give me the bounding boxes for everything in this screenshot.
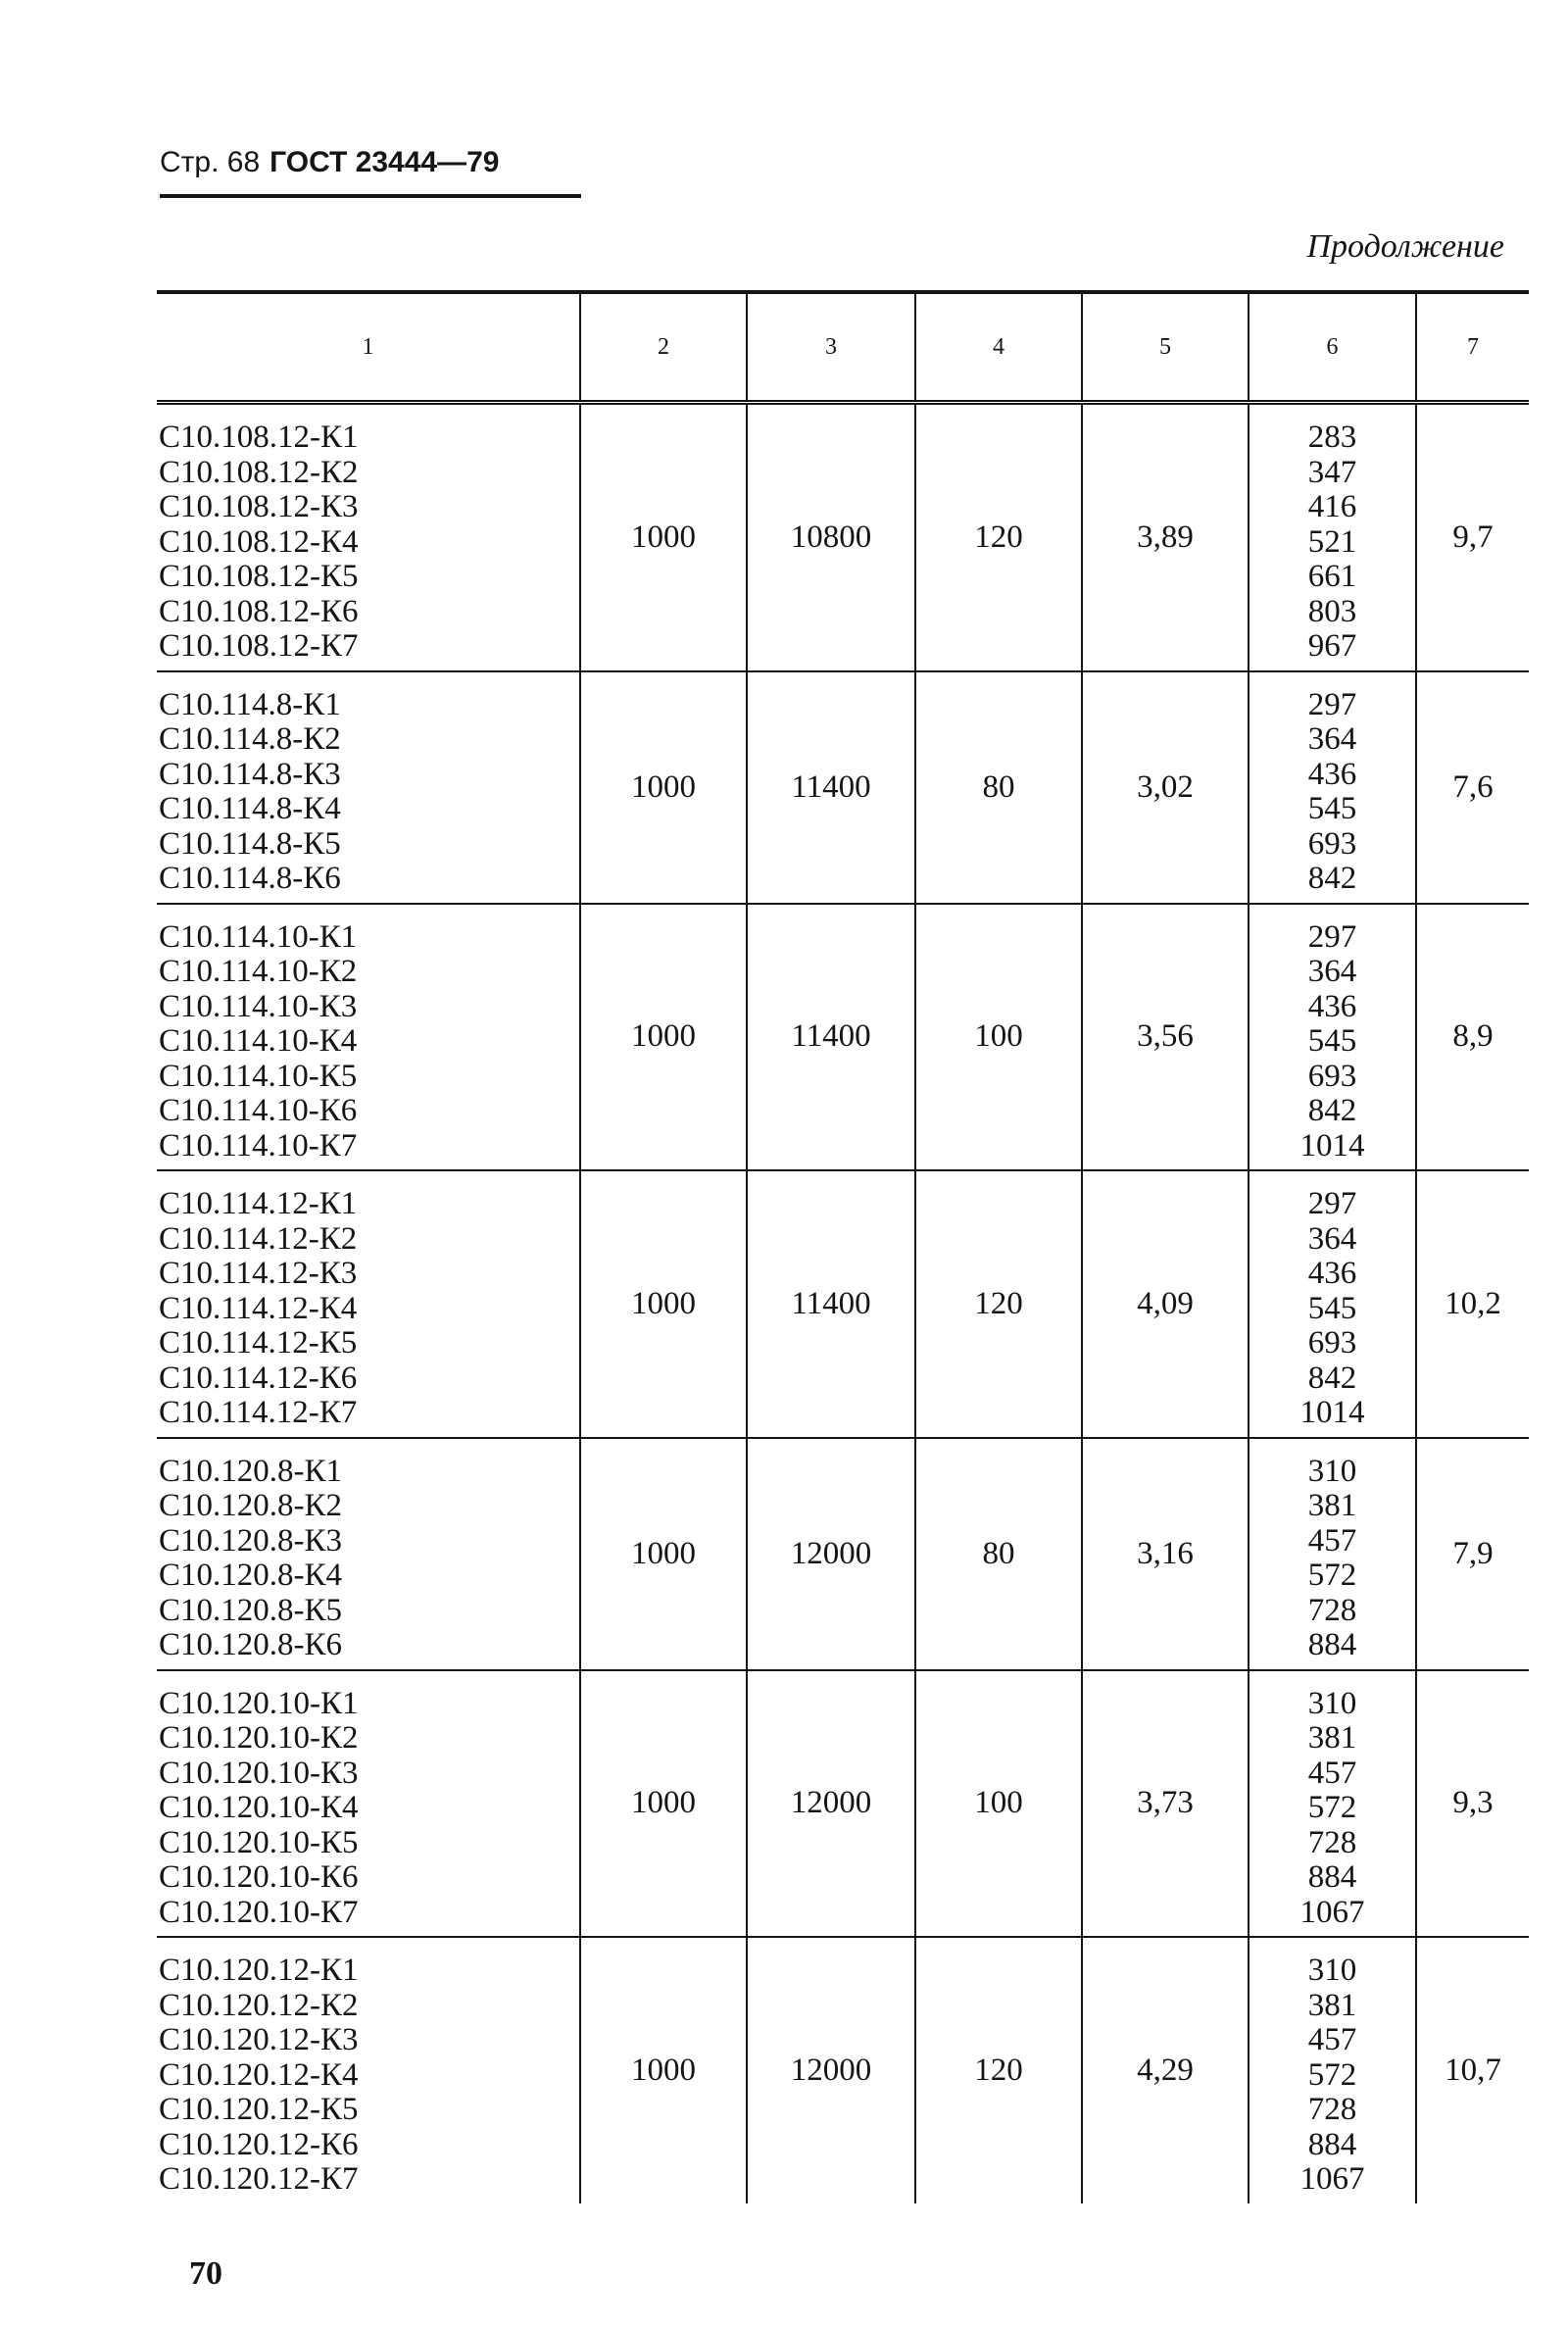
- value-cell-c3: 12000: [747, 1438, 915, 1670]
- list-value: 416: [1307, 489, 1357, 524]
- value-list-cell: [1249, 1170, 1416, 1438]
- value-cell-c7: 10,7: [1416, 1937, 1529, 2203]
- list-value: 310: [1307, 1953, 1357, 1988]
- column-header: 1: [157, 292, 580, 403]
- value-cell-c2: 1000: [580, 1438, 747, 1670]
- grade-designation: С10.114.12-К6: [159, 1360, 358, 1396]
- grade-designation: С10.114.10-К5: [159, 1058, 358, 1094]
- list-value: 545: [1307, 1023, 1357, 1059]
- list-value: 884: [1307, 1627, 1357, 1662]
- list-value: 297: [1307, 1186, 1357, 1221]
- value-list-cell: [1249, 403, 1416, 671]
- grade-designation: С10.108.12-К5: [159, 559, 359, 594]
- grade-cell: [157, 1170, 580, 1438]
- grade-designation: С10.114.10-К7: [159, 1127, 358, 1163]
- grade-designation: С10.114.10-К3: [159, 988, 358, 1024]
- spec-table-wrapper: [157, 290, 1529, 2203]
- value-list-cell: [1249, 904, 1416, 1171]
- grade-designation: С10.120.10-К7: [159, 1894, 359, 1930]
- grade-designation: С10.120.8-К4: [159, 1558, 343, 1593]
- table-row: [157, 403, 1529, 671]
- grade-designation: С10.120.12-К5: [159, 2092, 359, 2127]
- grade-designation: С10.120.12-К4: [159, 2056, 359, 2093]
- page-label: Стр. 68: [160, 146, 261, 178]
- grade-designation: С10.120.8-К3: [159, 1522, 343, 1559]
- value-cell-c5: 3,89: [1082, 403, 1249, 671]
- grade-designation: С10.120.8-К2: [159, 1488, 343, 1523]
- list-value: 842: [1307, 1360, 1357, 1396]
- list-value: 545: [1307, 791, 1357, 826]
- grade-designation: С10.114.8-К6: [159, 861, 341, 896]
- list-value: 457: [1307, 2022, 1357, 2057]
- header-row: [157, 292, 1529, 403]
- value-cell-c7: 7,6: [1416, 671, 1529, 904]
- grade-designation: С10.114.12-К5: [159, 1325, 358, 1361]
- grade-designation: С10.108.12-К1: [159, 420, 359, 455]
- list-value: 347: [1307, 454, 1357, 490]
- grade-designation: С10.120.8-К1: [159, 1453, 343, 1489]
- table-row: [157, 1937, 1529, 2203]
- list-value: 693: [1307, 825, 1357, 862]
- list-value: 457: [1307, 1755, 1357, 1791]
- list-value: 572: [1307, 1790, 1357, 1825]
- page-number: 70: [189, 2255, 222, 2292]
- value-cell-c4: 80: [915, 1438, 1082, 1670]
- column-header: 7: [1416, 292, 1529, 403]
- table-row: [157, 671, 1529, 904]
- value-cell-c2: 1000: [580, 671, 747, 904]
- list-value: 1014: [1299, 1127, 1365, 1163]
- list-value: 297: [1307, 686, 1357, 722]
- grade-designation: С10.120.10-К2: [159, 1720, 359, 1756]
- value-cell-c3: 11400: [747, 904, 915, 1171]
- list-value: 364: [1307, 1220, 1357, 1257]
- grade-cell: [157, 1670, 580, 1938]
- column-header: 4: [915, 292, 1082, 403]
- list-value: 728: [1307, 1824, 1357, 1860]
- page-header: [160, 145, 499, 180]
- grade-designation: С10.120.10-К4: [159, 1790, 359, 1825]
- list-value: 1014: [1299, 1395, 1365, 1430]
- list-value: 364: [1307, 954, 1357, 989]
- list-value: 572: [1307, 1558, 1357, 1593]
- list-value: 381: [1307, 1720, 1357, 1756]
- grade-designation: С10.114.12-К4: [159, 1290, 358, 1326]
- list-value: 545: [1307, 1290, 1357, 1326]
- grade-designation: С10.120.12-К6: [159, 2126, 359, 2162]
- list-value: 436: [1307, 1256, 1357, 1291]
- list-value: 297: [1307, 918, 1357, 955]
- list-value: 436: [1307, 756, 1357, 792]
- column-header: 6: [1249, 292, 1416, 403]
- table-row: [157, 1170, 1529, 1438]
- table-row: [157, 904, 1529, 1171]
- value-cell-c2: 1000: [580, 1937, 747, 2203]
- list-value: 693: [1307, 1325, 1357, 1361]
- grade-designation: С10.114.12-К7: [159, 1395, 358, 1430]
- grade-designation: С10.114.10-К4: [159, 1023, 358, 1059]
- value-cell-c5: 4,09: [1082, 1170, 1249, 1438]
- value-cell-c4: 80: [915, 671, 1082, 904]
- header-rule: [160, 194, 581, 198]
- value-cell-c5: 4,29: [1082, 1937, 1249, 2203]
- value-cell-c4: 100: [915, 904, 1082, 1171]
- grade-designation: С10.120.12-К7: [159, 2161, 359, 2197]
- list-value: 967: [1307, 628, 1357, 664]
- list-value: 693: [1307, 1058, 1357, 1094]
- list-value: 381: [1307, 1488, 1357, 1523]
- list-value: 381: [1307, 1987, 1357, 2023]
- grade-cell: [157, 1438, 580, 1670]
- grade-designation: С10.114.8-К5: [159, 825, 341, 862]
- value-cell-c3: 12000: [747, 1670, 915, 1938]
- list-value: 884: [1307, 2126, 1357, 2162]
- grade-designation: С10.120.12-К3: [159, 2022, 359, 2057]
- grade-designation: С10.114.10-К2: [159, 954, 358, 989]
- grade-designation: С10.108.12-К4: [159, 523, 359, 560]
- grade-designation: С10.120.10-К6: [159, 1859, 359, 1895]
- grade-designation: С10.114.8-К4: [159, 791, 341, 826]
- value-cell-c2: 1000: [580, 1170, 747, 1438]
- value-cell-c5: 3,73: [1082, 1670, 1249, 1938]
- list-value: 842: [1307, 861, 1357, 896]
- value-cell-c7: 9,7: [1416, 403, 1529, 671]
- list-value: 364: [1307, 721, 1357, 757]
- value-list-cell: [1249, 1670, 1416, 1938]
- column-header: 3: [747, 292, 915, 403]
- grade-designation: С10.114.10-К6: [159, 1093, 358, 1128]
- value-cell-c3: 11400: [747, 671, 915, 904]
- grade-designation: С10.114.8-К1: [159, 686, 341, 722]
- grade-designation: С10.108.12-К6: [159, 593, 359, 629]
- grade-designation: С10.120.8-К5: [159, 1592, 343, 1628]
- value-cell-c5: 3,02: [1082, 671, 1249, 904]
- list-value: 884: [1307, 1859, 1357, 1895]
- list-value: 457: [1307, 1522, 1357, 1559]
- value-cell-c7: 10,2: [1416, 1170, 1529, 1438]
- list-value: 283: [1307, 420, 1357, 455]
- table-row: [157, 1438, 1529, 1670]
- value-cell-c7: 8,9: [1416, 904, 1529, 1171]
- table-row: [157, 1670, 1529, 1938]
- list-value: 572: [1307, 2056, 1357, 2093]
- grade-cell: [157, 1937, 580, 2203]
- grade-designation: С10.108.12-К3: [159, 489, 359, 524]
- list-value: 310: [1307, 1685, 1357, 1721]
- continuation-label: Продолжение: [1306, 228, 1504, 265]
- value-cell-c3: 12000: [747, 1937, 915, 2203]
- column-header: 2: [580, 292, 747, 403]
- value-cell-c7: 9,3: [1416, 1670, 1529, 1938]
- grade-cell: [157, 904, 580, 1171]
- value-cell-c3: 11400: [747, 1170, 915, 1438]
- list-value: 521: [1307, 523, 1357, 560]
- column-header: 5: [1082, 292, 1249, 403]
- value-list-cell: [1249, 671, 1416, 904]
- list-value: 1067: [1299, 1894, 1365, 1930]
- grade-designation: С10.114.8-К3: [159, 756, 341, 792]
- grade-designation: С10.120.10-К3: [159, 1755, 359, 1791]
- list-value: 661: [1307, 559, 1357, 594]
- grade-designation: С10.114.12-К3: [159, 1256, 358, 1291]
- list-value: 728: [1307, 1592, 1357, 1628]
- list-value: 1067: [1299, 2161, 1365, 2197]
- grade-designation: С10.120.12-К2: [159, 1987, 359, 2023]
- grade-cell: [157, 403, 580, 671]
- value-cell-c7: 7,9: [1416, 1438, 1529, 1670]
- value-cell-c5: 3,16: [1082, 1438, 1249, 1670]
- grade-designation: С10.114.8-К2: [159, 721, 341, 757]
- grade-designation: С10.114.12-К2: [159, 1220, 358, 1257]
- value-cell-c4: 100: [915, 1670, 1082, 1938]
- grade-designation: С10.108.12-К7: [159, 628, 359, 664]
- value-cell-c2: 1000: [580, 403, 747, 671]
- grade-designation: С10.114.12-К1: [159, 1186, 358, 1221]
- value-list-cell: [1249, 1937, 1416, 2203]
- grade-designation: С10.120.8-К6: [159, 1627, 343, 1662]
- value-cell-c2: 1000: [580, 904, 747, 1171]
- grade-designation: С10.114.10-К1: [159, 918, 358, 955]
- value-cell-c5: 3,56: [1082, 904, 1249, 1171]
- list-value: 803: [1307, 593, 1357, 629]
- spec-table: [157, 290, 1529, 2203]
- value-cell-c2: 1000: [580, 1670, 747, 1938]
- grade-cell: [157, 671, 580, 904]
- list-value: 436: [1307, 988, 1357, 1024]
- value-cell-c4: 120: [915, 1937, 1082, 2203]
- value-cell-c3: 10800: [747, 403, 915, 671]
- grade-designation: С10.120.12-К1: [159, 1953, 359, 1988]
- value-cell-c4: 120: [915, 403, 1082, 671]
- list-value: 842: [1307, 1093, 1357, 1128]
- grade-designation: С10.108.12-К2: [159, 454, 359, 490]
- table-body: [157, 403, 1529, 2203]
- list-value: 310: [1307, 1453, 1357, 1489]
- value-list-cell: [1249, 1438, 1416, 1670]
- grade-designation: С10.120.10-К5: [159, 1824, 359, 1860]
- value-cell-c4: 120: [915, 1170, 1082, 1438]
- grade-designation: С10.120.10-К1: [159, 1685, 359, 1721]
- standard-number: ГОСТ 23444—79: [270, 146, 500, 178]
- list-value: 728: [1307, 2092, 1357, 2127]
